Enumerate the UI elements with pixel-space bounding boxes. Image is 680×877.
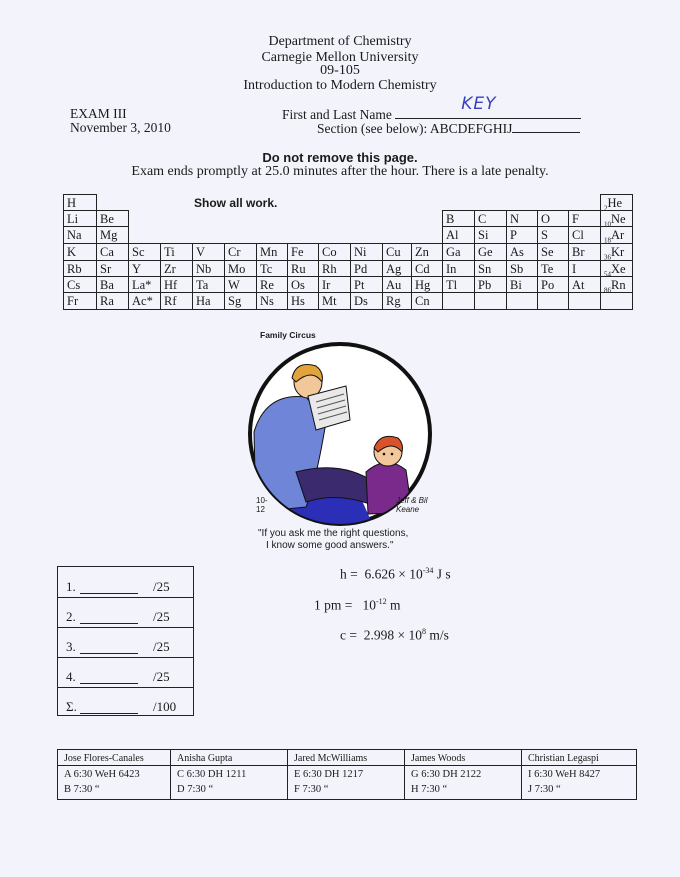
- section-b: H 7:30 “: [411, 784, 448, 795]
- element-cell: Ta: [192, 276, 225, 293]
- name-handwritten: KEY: [461, 94, 497, 114]
- cartoon-title: Family Circus: [260, 330, 316, 340]
- score-points: /25: [153, 609, 170, 624]
- section-column: [171, 750, 288, 799]
- element-cell: Re: [256, 276, 288, 293]
- element-cell: Ir: [318, 276, 351, 293]
- header-university: Carnegie Mellon University: [261, 50, 419, 65]
- element-cell: Na: [63, 226, 97, 244]
- element-cell: Nb: [192, 260, 225, 277]
- section-a: C 6:30 DH 1211: [177, 769, 247, 780]
- element-cell: I: [568, 260, 601, 277]
- section-a: E 6:30 DH 1217: [294, 769, 364, 780]
- score-row-2[interactable]: [58, 597, 193, 628]
- element-cell: Zr: [160, 260, 193, 277]
- cartoon-signature: Jeff & Bil Keane: [396, 496, 428, 514]
- element-cell: C: [474, 210, 507, 227]
- element-cell: W: [224, 276, 257, 293]
- score-points: /100: [153, 699, 177, 714]
- instructor-name: Jared McWilliams: [294, 753, 368, 764]
- element-cell: B: [442, 210, 475, 227]
- element-cell: Mt: [318, 292, 351, 310]
- score-blank: [80, 713, 138, 714]
- element-cell: Mg: [96, 226, 129, 244]
- element-cell: Cr: [224, 243, 257, 261]
- divider: [58, 765, 170, 766]
- score-blank: [80, 683, 138, 684]
- cartoon-caption-line2: I know some good answers.": [266, 540, 394, 551]
- score-blank: [80, 653, 138, 654]
- element-cell: Fe: [287, 243, 319, 261]
- element-cell: Ca: [96, 243, 129, 261]
- pm-unit: m: [386, 597, 401, 613]
- exam-date: November 3, 2010: [70, 120, 171, 135]
- element-cell: At: [568, 276, 601, 293]
- element-cell: Sn: [474, 260, 507, 277]
- element-cell: Ra: [96, 292, 129, 310]
- element-cell: Ge: [474, 243, 507, 261]
- element-cell: Se: [537, 243, 569, 261]
- score-blank: [80, 593, 138, 594]
- instructor-name: Christian Legaspi: [528, 753, 599, 764]
- divider: [288, 765, 404, 766]
- element-cell: [568, 292, 601, 310]
- constant-picometer: [314, 597, 401, 614]
- element-cell: Pb: [474, 276, 507, 293]
- element-cell: Os: [287, 276, 319, 293]
- planck-value: 6.626 × 10: [364, 566, 423, 582]
- element-cell: $_{54}$Xe: [600, 260, 633, 277]
- element-cell: Sc: [128, 243, 161, 261]
- do-not-remove-notice: Do not remove this page.: [262, 150, 418, 165]
- header-course-number: 09-105: [320, 63, 360, 78]
- section-a: G 6:30 DH 2122: [411, 769, 482, 780]
- element-cell: Li: [63, 210, 97, 227]
- c-unit: m/s: [425, 627, 449, 643]
- score-blank: [80, 623, 138, 624]
- score-row-1[interactable]: [58, 567, 193, 598]
- divider: [171, 765, 287, 766]
- element-cell: Co: [318, 243, 351, 261]
- section-b: B 7:30 “: [64, 784, 100, 795]
- element-cell: Cn: [411, 292, 443, 310]
- header-department: Department of Chemistry: [268, 34, 412, 49]
- element-cell: [506, 292, 538, 310]
- instructor-name: Anisha Gupta: [177, 753, 233, 764]
- name-line: [395, 94, 581, 119]
- element-cell: La*: [128, 276, 161, 293]
- element-cell: P: [506, 226, 538, 244]
- cartoon-date-mark: 10-12: [256, 496, 268, 514]
- element-cell: Pt: [350, 276, 383, 293]
- c-label: c =: [340, 627, 357, 643]
- element-cell: Pd: [350, 260, 383, 277]
- sections-table: [57, 749, 637, 800]
- pm-label: 1 pm =: [314, 597, 353, 613]
- score-label: Σ.: [66, 699, 77, 714]
- score-row-total[interactable]: [58, 687, 193, 717]
- element-cell: [442, 292, 475, 310]
- element-cell: Hf: [160, 276, 193, 293]
- score-label: 1.: [66, 579, 76, 594]
- element-cell: Be: [96, 210, 129, 227]
- element-cell: Ac*: [128, 292, 161, 310]
- element-cell: As: [506, 243, 538, 261]
- element-cell: $_{86}$Rn: [600, 276, 633, 293]
- element-cell: $_{18}$Ar: [600, 226, 633, 244]
- element-cell: V: [192, 243, 225, 261]
- element-cell: Sg: [224, 292, 257, 310]
- element-cell: Cl: [568, 226, 601, 244]
- element-cell: $_2$He: [600, 194, 633, 211]
- element-cell: Cd: [411, 260, 443, 277]
- element-cell: Mn: [256, 243, 288, 261]
- cartoon-caption-line1: "If you ask me the right questions,: [258, 528, 409, 539]
- c-value: 2.998 × 10: [363, 627, 422, 643]
- element-cell: Rh: [318, 260, 351, 277]
- section-b: D 7:30 “: [177, 784, 214, 795]
- element-cell: [537, 292, 569, 310]
- instructor-name: Jose Flores-Canales: [64, 753, 144, 764]
- element-cell: Cu: [382, 243, 412, 261]
- element-cell: [474, 292, 507, 310]
- element-cell: Sr: [96, 260, 129, 277]
- score-label: 3.: [66, 639, 76, 654]
- element-cell: In: [442, 260, 475, 277]
- section-a: I 6:30 WeH 8427: [528, 769, 601, 780]
- element-cell: Ba: [96, 276, 129, 293]
- element-cell: Rf: [160, 292, 193, 310]
- score-points: /25: [153, 579, 170, 594]
- score-label: 2.: [66, 609, 76, 624]
- element-cell: K: [63, 243, 97, 261]
- section-column: [405, 750, 522, 799]
- element-cell: F: [568, 210, 601, 227]
- exam-title: EXAM III: [70, 106, 127, 121]
- timing-notice: Exam ends promptly at 25.0 minutes after the hour. There is a late penalty.: [131, 164, 549, 179]
- section-b: J 7:30 “: [528, 784, 561, 795]
- section-line: [512, 132, 580, 133]
- element-cell: Ds: [350, 292, 383, 310]
- score-points: /25: [153, 639, 170, 654]
- section-a: A 6:30 WeH 6423: [64, 769, 140, 780]
- element-cell: Bi: [506, 276, 538, 293]
- score-points: /25: [153, 669, 170, 684]
- element-cell: Ni: [350, 243, 383, 261]
- element-cell: Y: [128, 260, 161, 277]
- element-cell: Tl: [442, 276, 475, 293]
- score-label: 4.: [66, 669, 76, 684]
- section-column: [522, 750, 636, 799]
- element-cell: Po: [537, 276, 569, 293]
- element-cell: S: [537, 226, 569, 244]
- section-field[interactable]: [317, 121, 580, 137]
- instructor-name: James Woods: [411, 753, 466, 764]
- element-cell: Al: [442, 226, 475, 244]
- section-label: Section (see below): ABCDEFGHIJ: [317, 121, 513, 136]
- element-cell: Te: [537, 260, 569, 277]
- name-label: First and Last Name: [282, 107, 392, 122]
- element-cell: O: [537, 210, 569, 227]
- element-cell: $_{36}$Kr: [600, 243, 633, 261]
- constant-planck: [340, 566, 451, 583]
- c-exp: 8: [421, 627, 426, 636]
- element-cell: H: [63, 194, 97, 211]
- element-cell: Ga: [442, 243, 475, 261]
- element-cell: Zn: [411, 243, 443, 261]
- pm-exp: -12: [376, 597, 387, 606]
- element-cell: Ns: [256, 292, 288, 310]
- element-cell: Rb: [63, 260, 97, 277]
- planck-label: h =: [340, 566, 358, 582]
- element-cell: Mo: [224, 260, 257, 277]
- element-cell: Ha: [192, 292, 225, 310]
- element-cell: Au: [382, 276, 412, 293]
- element-cell: $_{10}$Ne: [600, 210, 633, 227]
- planck-exp: -34: [422, 566, 434, 575]
- section-column: [288, 750, 405, 799]
- divider: [522, 765, 636, 766]
- score-box: [57, 566, 194, 716]
- divider: [405, 765, 521, 766]
- element-cell: [600, 292, 633, 310]
- element-cell: Si: [474, 226, 507, 244]
- header-course-name: Introduction to Modern Chemistry: [243, 78, 437, 93]
- score-row-3[interactable]: [58, 627, 193, 658]
- constant-speed-of-light: [340, 627, 449, 644]
- pm-value: 10: [362, 597, 376, 613]
- planck-unit: J s: [433, 566, 451, 582]
- section-b: F 7:30 “: [294, 784, 329, 795]
- element-cell: Sb: [506, 260, 538, 277]
- element-cell: Hs: [287, 292, 319, 310]
- element-cell: Ru: [287, 260, 319, 277]
- score-row-4[interactable]: [58, 657, 193, 688]
- element-cell: Ti: [160, 243, 193, 261]
- section-column: [58, 750, 171, 799]
- element-cell: N: [506, 210, 538, 227]
- element-cell: Fr: [63, 292, 97, 310]
- show-all-work: Show all work.: [194, 196, 278, 210]
- element-cell: Br: [568, 243, 601, 261]
- element-cell: Cs: [63, 276, 97, 293]
- element-cell: Hg: [411, 276, 443, 293]
- element-cell: Rg: [382, 292, 412, 310]
- element-cell: Tc: [256, 260, 288, 277]
- element-cell: Ag: [382, 260, 412, 277]
